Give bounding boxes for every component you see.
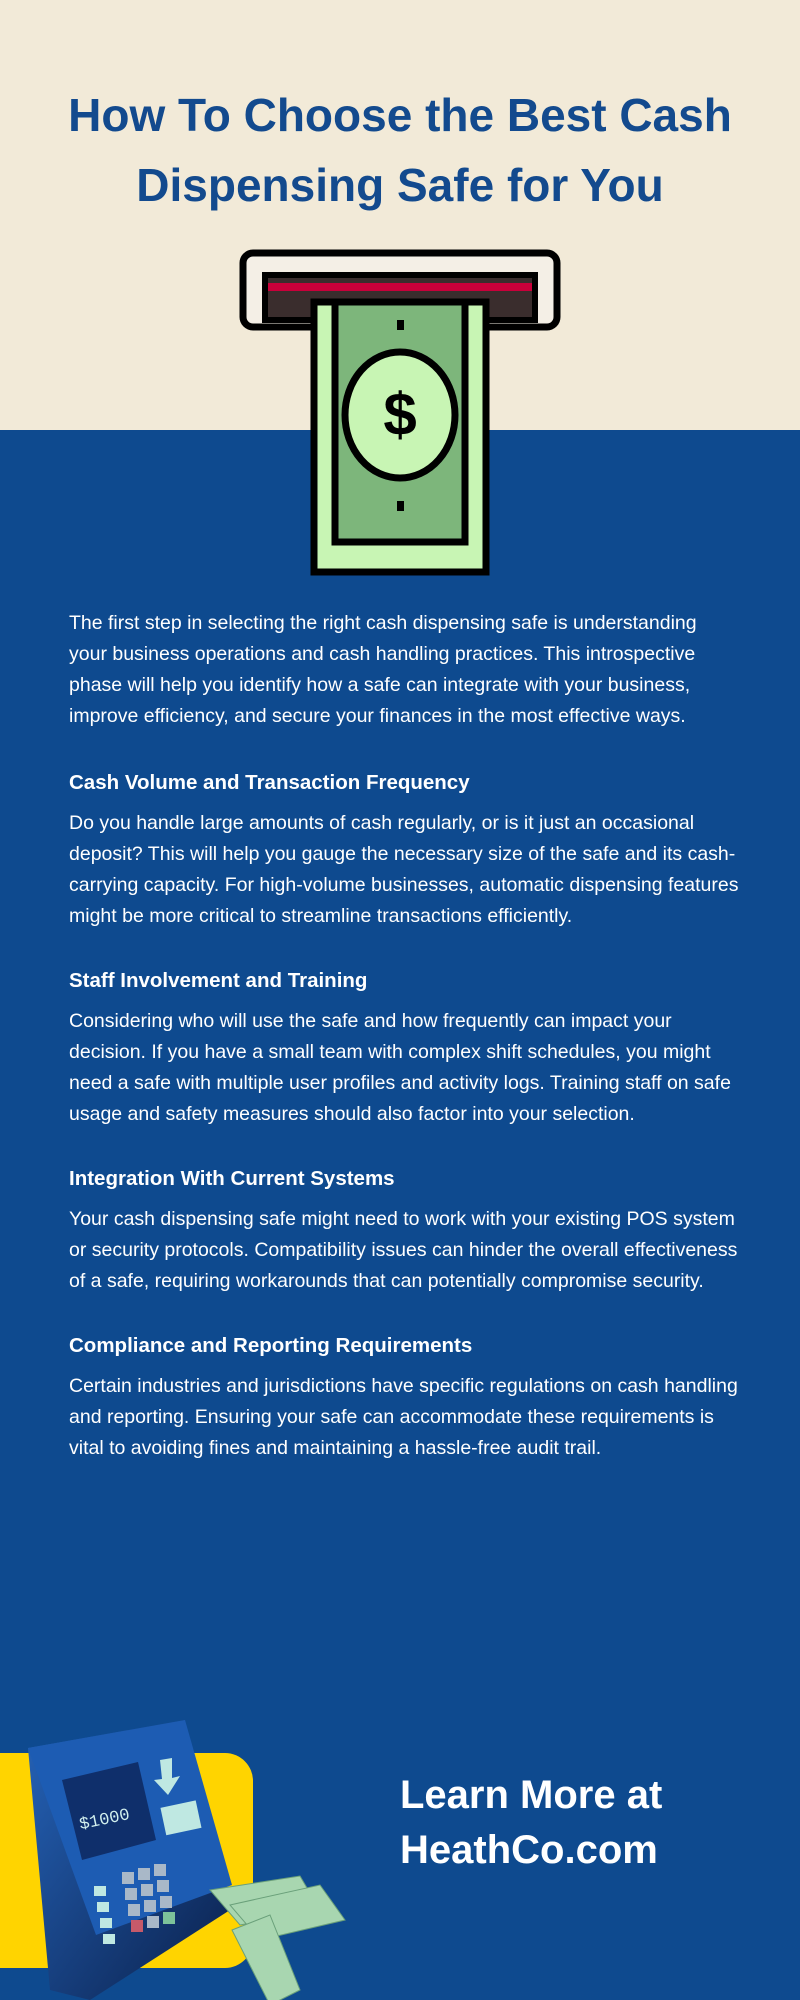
title-line-2: Dispensing Safe for You bbox=[136, 159, 664, 211]
cash-dispenser-icon bbox=[230, 245, 570, 585]
section-heading: Integration With Current Systems bbox=[69, 1167, 395, 1190]
page-title bbox=[0, 80, 800, 220]
cta-line-2: HeathCo.com bbox=[400, 1828, 658, 1872]
intro-paragraph: The first step in selecting the right cash dispensing safe is understanding your business operations and cash handling practices. This introspective phase will help you identify how a safe can integrate with your business, improve efficiency, and secure your finances in the most effective ways. bbox=[69, 612, 697, 727]
section-integration bbox=[69, 1166, 739, 1297]
section-staff bbox=[69, 968, 739, 1130]
section-heading: Staff Involvement and Training bbox=[69, 969, 368, 992]
svg-text:$: $ bbox=[383, 381, 417, 448]
learn-more-link[interactable] bbox=[400, 1768, 662, 1878]
section-heading: Cash Volume and Transaction Frequency bbox=[69, 771, 470, 794]
section-compliance bbox=[69, 1333, 739, 1464]
section-body: Do you handle large amounts of cash regularly, or is it just an occasional deposit? This will help you gauge the necessary size of the safe and its cash-carrying capacity. For high-volume businesses, automatic dispensing features might be more critical to streamline transactions efficiently. bbox=[69, 812, 739, 927]
atm-illustration bbox=[0, 1700, 360, 2000]
section-heading: Compliance and Reporting Requirements bbox=[69, 1334, 473, 1357]
section-body: Considering who will use the safe and how frequently can impact your decision. If you have a small team with complex shift schedules, you might need a safe with multiple user profiles and activity logs. Training staff on safe usage and safety measures should also factor into your selection. bbox=[69, 1010, 731, 1125]
section-cash-volume bbox=[69, 770, 739, 932]
section-body: Your cash dispensing safe might need to work with your existing POS system or security protocols. Compatibility issues can hinder the overall effectiveness of a safe, requiring workarounds that can potentially compromise security. bbox=[69, 1208, 738, 1292]
article-body bbox=[69, 608, 739, 1500]
title-line-1: How To Choose the Best Cash bbox=[68, 89, 732, 141]
cta-line-1: Learn More at bbox=[400, 1773, 663, 1817]
atm-display-text: $1000 bbox=[77, 1806, 132, 1836]
section-body: Certain industries and jurisdictions have specific regulations on cash handling and reporting. Ensuring your safe can accommodate these requirements is vital to avoiding fines and maintaining a hassle-free audit trail. bbox=[69, 1375, 738, 1459]
